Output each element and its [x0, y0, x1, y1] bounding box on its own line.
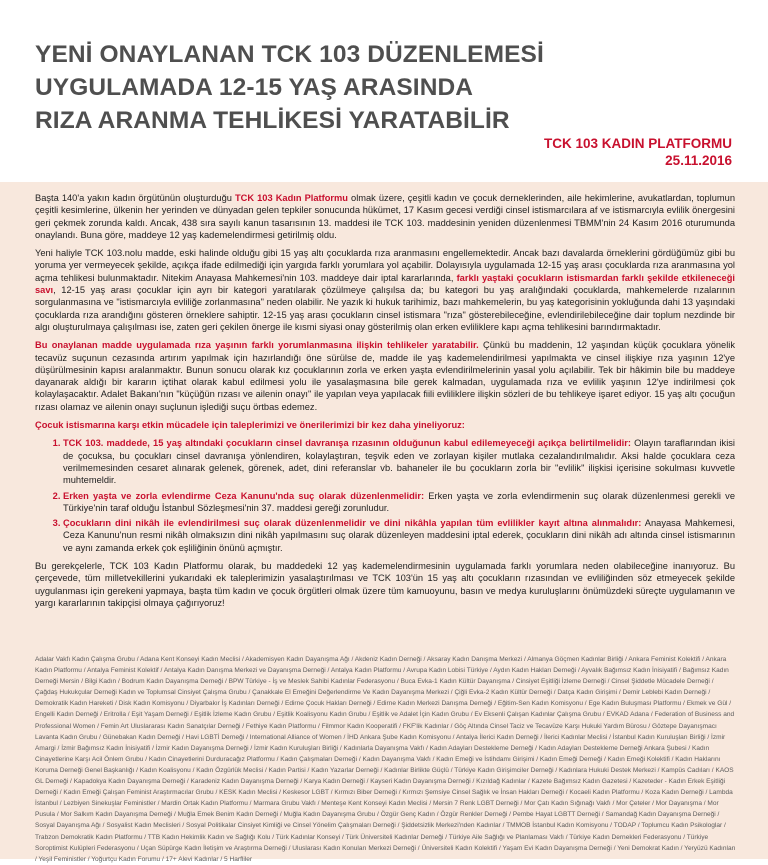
platform-highlight: TCK 103 Kadın Platformu [234, 193, 348, 203]
title-line-3: RIZA ARANMA TEHLİKESİ YARATABİLİR [35, 107, 510, 134]
demands-list [35, 437, 735, 554]
demand-heading: Erken yaşta ve zorla evlendirme Ceza Kanunu'nda suç olarak düzenlenmelidir: [63, 490, 425, 501]
demand-item-3 [63, 517, 735, 554]
press-statement-body [35, 192, 735, 615]
demand-item-2 [63, 490, 735, 515]
title-line-2: UYGULAMADA 12-15 YAŞ ARASINDA [35, 74, 474, 101]
text-span: Çünkü bu maddenin, 12 yaşından küçük çocuklara yönelik tecavüz suçunun cezasında artırım yapılmak için hazırlandığı öne sürülse de, madde ile yaş kademelendirilmesi yapılmakta ve cinsel ilişkiye rıza yaşının 12'ye düşürülmesinin kapısı aralanmaktır. Bunun sonucu olarak kız çocuklarının zorla ve erken yaşta evlendirilmelerinin yasal yolu açılabilir. Tek bir hâkimin bile bu maddeye dayanarak aldığı bir kararın içtihat olarak kabul edilmesi yolu ile yasalaşmasına bile gerek kalmadan, uygulamada rıza ve evlilik yaşının 12'ye indirilmesi çok kolaylaşacaktır. Adalet Bakanı'nın "küçüğün rızası ve ailenin onayı" ile yapılan veya yapılacak fiili evliliklere ilişkin sözleri de bu tehlikeye işaret ediyor. 15 yaş altı çocuğun rızası olamaz ve ailenin onayı suçlunun işlediği suçu örtbas edemez. [35, 340, 735, 412]
demand-heading: Çocukların dini nikâh ile evlendirilmesi suç olarak düzenlenmelidir ve dini nikâhla yapılan tüm evlilikler kayıt altına alınmalıdır: [63, 518, 642, 529]
text-span: Başta 140'a yakın kadın örgütünün oluşturduğu [35, 193, 235, 203]
document-header [0, 0, 768, 182]
demand-heading: TCK 103. maddede, 15 yaş altındaki çocukların cinsel davranışa rızasının olduğunun kabul edilemeyeceği açıkça belirtilmelidir: [63, 438, 631, 449]
content-panel [0, 182, 768, 863]
title-line-1: YENİ ONAYLANAN TCK 103 DÜZENLEMESİ [35, 41, 544, 68]
paragraph-intro [35, 192, 735, 241]
text-span: Yeni haliyle TCK 103.nolu madde, eski halinde olduğu gibi 15 yaş altı çocuklarda rıza aranmasını engellemektedir. Ancak bazı davalarda örneklerini gördüğümüz gibi bu yoruma yer vermeyecek şekilde, açıkça ifade edilmediği için yargıda farklı yorumlara yol açabilir. Dolayısıyla uygulamada 12-15 yaş arası çocuklarda rıza aranmasına yol açma tehlikesi bulunmaktadır. Nitekim Anayasa Mahkemesi'nin 103. maddeye dair iptal kararlarında, [35, 248, 735, 283]
highlight-claim: farklı yaştaki çocukların istismardan farklı şekilde etkileneceği savı [35, 272, 735, 296]
demand-text: Olayın taraflarından ikisi de çocuksa, bu çocukları cinsel davranışa yönlendiren, kolaylaştıran, teşvik eden ve zorlayan kişiler mutlaka cezalandırılmalıdır. Aksi halde çocuklara ceza verilmemesinden cesaret alınarak gelenek, görenek, adet, dini referanslar vb. bahaneler ile bu çocukların zorla bir "evlilik" ilişkisi içerisine sokulması kuvvetle muhtemeldir. [63, 438, 735, 486]
publication-date: 25.11.2016 [665, 153, 732, 168]
demand-item-1 [63, 437, 735, 486]
paragraph-closing: Bu gerekçelerle, TCK 103 Kadın Platformu olarak, bu maddedeki 12 yaş kademelendirmesinin uygulamada farklı yorumlara neden olabileceğine inanıyoruz. Bu çerçevede, tüm milletvekillerini yukarıdaki ek taleplerimizin yasalaştırılması ve TCK 103'ün 15 yaş altı çocukların rızasından ve evliliğinden söz etmeyecek şekilde uygulanması için gerekeni yapmaya, başta tüm kadın ve çocuk örgütleri olmak üzere tüm kamuoyunu, basın ve medya kuruluşlarını önümüzdeki süreçte uygulamanın ve yargı kararlarının takipçisi olmaya çağırıyoruz! [35, 561, 735, 608]
platform-name: TCK 103 KADIN PLATFORMU [543, 136, 732, 151]
document-title [35, 38, 555, 137]
demands-title: Çocuk istismarına karşı etkin mücadele için taleplerimizi ve önerilerimizi bir kez daha yineliyoruz: [35, 420, 465, 431]
text-span: , 12-15 yaş arası çocuklar için ayrı bir kategori yaratılarak çözülmeye çalışılsa da; bu kategori bu yaş aralığındaki çocuklarda, mahkemelerde rızalarının sorgulanmasına ve "istismarcıyla evliliğe zorlanmasına" neden olabilir. Ne yazık ki hukuk tarihimiz, bazı mahkemelerin, bu yaş kategorisinin yokluğunda dahi 13 yaşındaki çocuklarda rıza arandığını gösteren örneklere sahiptir. 12-15 yaş arası çocukların cinsel istismara "rıza" gösterebileceğine, evlendirilebileceğine dair toplum nezdinde bir algı oluşturulmaya çalışılması ise, zaten geri çekilen önerge ile kısmi siyasi onay gösterilmiş olan erken evliliklere kapı açma tehlikesini barındırmaktadır. [35, 285, 735, 332]
demand-text: Erken yaşta ve zorla evlendirmenin suç olarak düzenlenmesi gerekli ve Türkiye'nin taraf olduğu İstanbul Sözleşmesi'nin 37. maddesi gereği zorunludur. [63, 490, 735, 513]
dangers-heading: Bu onaylanan madde uygulamada rıza yaşının farklı yorumlanmasına ilişkin tehlikeler yaratabilir. [35, 340, 479, 351]
signatory-organizations: Adalar Vakfı Kadın Çalışma Grubu / Adana Kent Konseyi Kadın Meclisi / Akademisyen Kadın Dayanışma Ağı / Akdeniz Kadın Derneği / Aksaray Kadın Danışma Merkezi / Almanya Göçmen Kadınlar Birliği / Ankara Feminist Kolektifi / Ankara Kadın Platformu / Antalya Feminist Kolektif / Antalya Kadın Danışma Merkezi ve Dayanışma Derneği / Antalya Kadın Platformu / Avrupa Kadın Lobisi Türkiye / Aydın Kadın Hakları Derneği / Ayvalık Bağımsız Kadın İnisiyatifi / Bağımsız Kadın Derneği Mersin / Bilgi Kadın / Bodrum Kadın Dayanışma Derneği / BPW Türkiye - İş ve Meslek Sahibi Kadınlar Federasyonu / Buca Evka-1 Kadın Kültür Dayanışma / Cinsiyet Eşitliği İzleme Derneği / Cinsel Şiddetle Mücadele Derneği / Çağdaş Hukukçular Derneği Kadın ve Toplumsal Cinsiyet Çalışma Grubu / Çanakkale El Emeğini Değerlendirme Ve Kadın Dayanışma Merkezi / Çiğli Evka-2 Kadın Kültür Derneği / Datça Kadın Girişimi / Demir Leblebi Kadın Derneği / Demokratik Kadın Hareketi / Disk Kadın Komisyonu / Diyarbakır İş Kadınları Derneği / Edirne Çocuk Hakları Derneği / Edirne Kadın Merkezi Danışma Derneği / Eğitim-Sen Kadın Komisyonu / Ege Kadın Buluşması Platformu / Ekmek ve Gül / Engelli Kadın Derneği / Eritrolla / Eşit Yaşam Derneği / Eşitlik İzleme Kadın Grubu / Eşitlik Koalisyonu Kadın Grubu / Eşitlik ve Adalet İçin Kadın Grubu / Ev Eksenli Çalışan Kadınlar Çalışma Grubu / EVKAD Adana / Federation of Business and Professional Women / Femin Art Uluslararası Kadın Sanatçılar Derneği / Fethiye Kadın Platformu / Filmmor Kadın Kooperatifi / FKF'lik Kadınlar / Göç Altında Cinsel Taciz ve Tecavüze Karşı Hukuki Yardım Bürosu / Göztepe Dayanışmacı Lavanta Kadın Grubu / Günebakan Kadın Derneği / Havi LGBTİ Derneği / International Alliance of Women / İHD Ankara Şube Kadın Komisyonu / Antalya İlerici Kadın Derneği / İlerici Kadınlar Meclisi / İstanbul Kadın Kuruluşları Birliği / İzmir Amargi / İzmir Bağımsız Kadın İnisiyatifi / İzmir Kadın Dayanışma Derneği / İzmir Kadın Kuruluşları Birliği / Kadınlarla Dayanışma Vakfı / Kadın Adayları Destekleme Derneği / Kadın Adayları Destekleme Derneği Ankara Şubesi / Kadın Cinayetlerine Karşı Acil Önlem Grubu / Kadın Cinayetlerini Durduracağız Platformu / Kadın Çalışmaları Derneği / Kadın Dayanışma Vakfı / Kadın Emeği ve İstihdamı Girişimi / Kadın Emeği Derneği / Kadın Emeği Kolektifi / Kadın Haklarını Koruma Derneği Genel Başkanlığı / Kadın Koalisyonu / Kadın Özgürlük Meclisi / Kadın Partisi / Kadın Yazarlar Derneği / Kadınlar Birlikte Güçlü / Türkiye Kadın Girişimciler Derneği / Kadınlara Hukuki Destek Merkezi / Kampüs Cadıları / KAOS GL Derneği / Kapadokya Kadın Dayanışma Derneği / Karadeniz Kadın Dayanışma Derneği / Karya Kadın Derneği / Kayseri Kadın Dayanışma Derneği / Kızıldağ Kadınlar / Kazete Bağımsız Kadın Gazetesi / Kazeteder - Kadın Erkek Eşitliği Derneği / Kadın Emeği Çalışan Feminist Araştırmacılar Grubu / KESK Kadın Meclisi / Keskesor LGBT / Kırmızı Biber Derneği / Kırmızı Şemsiye Cinsel Sağlık ve İnsan Hakları Derneği / Kocaeli Kadın Platformu / Koza Kadın Derneği / Lambda İstanbul / Lezbiyen Sinekuşlar Feministler / Mardin Ortak Kadın Platformu / Marmara Grubu Vakfı / Menteşe Kent Konseyi Kadın Meclisi / Mersin 7 Renk LGBT Derneği / Mor Çatı Kadın Sığınağı Vakfı / Mor Çeteler / Mor Dayanışma / Mor Pusula / Mor Salkım Kadın Dayanışma Derneği / Muğla Emek Benim Kadın Derneği / Muğla Kadın Dayanışma Grubu / Özgür Genç Kadın / Özgür Renkler Derneği / Pembe Hayat LGBTT Derneği / Samandağ Kadın Dayanışma Derneği / Sosyal Dayanışma Ağı / Sosyalist Kadın Meclisleri / Sosyal Politikalar Cinsiyet Kimliği ve Cinsel Yönelim Çalışmaları Derneği / Şiddetsizlik Merkezi'nden Kadınlar / TMMOB İstanbul Kadın Komisyonu / TODAP / Toplumcu Kadın Psikologlar / Trabzon Demokratik Kadın Platformu / TTB Kadın Hekimlik Kadın ve Sağlığı Kolu / Türk Kadınlar Konseyi / Türk Üniversiteli Kadınlar Derneği / Türkiye Aile Sağlığı ve Planlaması Vakfı / Türkiye Kadın Dernekleri Federasyonu / Türkiye Soroptimist Kulüpleri Federasyonu / Uçan Süpürge Kadın İletişim ve Araştırma Derneği / Uluslarası Kadın Konuları Merkezi Derneği / Üniversiteli Kadın Kolektifi / Yaşam Evi Kadın Dayanışma Derneği / Yeni Demokrat Kadın / Yeryüzü Kadınları / Yeşil Feministler / Yoğurtçu Kadın Forumu / 17+ Alevi Kadınlar / 5 Harfliler [35, 656, 736, 863]
demand-text: Anayasa Mahkemesi, Ceza Kanunu'nun resmi nikâh olmaksızın dini nikâh yapılmasını suç olarak düzenleyen maddesini iptal ederek, çocukların dini nikâh adı altında cinsel istismarının ve aynı zamanda erkek çok eşliliğinin önünü açmıştır. [63, 518, 735, 553]
paragraph-dangers [35, 339, 735, 413]
text-span: olmak üzere, çeşitli kadın ve çocuk derneklerinden, aile hekimlerine, avukatlardan, toplumun çeşitli kesimlerine, ülkenin her yerinden ve dünyadan gelen tepkiler sonucunda hükümet, 17 Kasım gecesi verdiği cinsel istismarcılara af ve istismarcıyla evlilik önergesini geri çekmek zorunda kaldı. Ancak, 438 sıra sayılı kanun tasarısının 13. maddesi ile TCK 103. maddesinin yeniden düzenlenmesi TBMM'nin 24 Kasım 2016 oturumunda onaylandı. Buna göre, maddeye 12 yaş kademelendirmesi getirilmiş oldu. [35, 193, 736, 240]
paragraph-article-103 [35, 247, 735, 333]
platform-signature [544, 135, 732, 169]
